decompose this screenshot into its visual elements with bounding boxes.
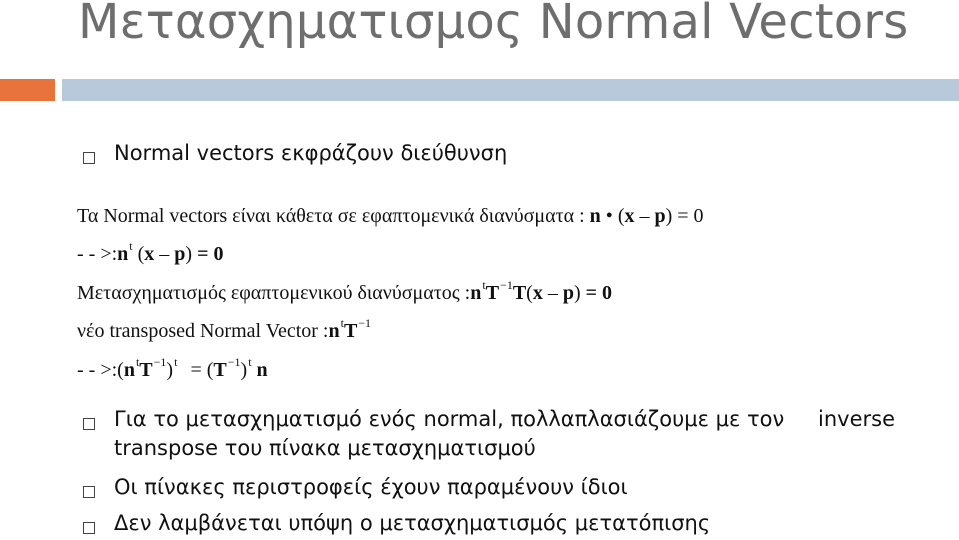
eq-n: n — [328, 320, 340, 342]
eq-T: T — [343, 320, 358, 342]
bullet-inverse-word: inverse — [818, 407, 895, 431]
eq-n: n — [256, 359, 268, 381]
eq-arrow: - - >: — [77, 359, 118, 381]
eq-minus: – — [547, 282, 558, 304]
eq-n: n — [117, 243, 129, 265]
eq-close: ) — [166, 359, 174, 381]
eq-inverse: −1 — [500, 278, 513, 292]
eq-close: ) — [573, 282, 581, 304]
eq-open: ( — [117, 359, 124, 381]
eq-n: n — [470, 282, 482, 304]
bullet-normal-vectors: Normal vectors εκφράζουν διεύθυνση — [114, 141, 508, 165]
eq-transpose: t — [135, 355, 140, 369]
eq-minus: – — [639, 205, 650, 227]
eq-T: T — [512, 282, 527, 304]
eq-paren: ( — [617, 205, 625, 227]
eq-x: x — [144, 243, 155, 265]
eq-T: T — [139, 359, 153, 381]
eq-equals: = 0 — [197, 243, 224, 265]
equation-text: Τα Normal vectors είναι κάθετα σε εφαπτομενικά διανύσματα : — [77, 205, 585, 227]
eq-paren: ( — [526, 282, 533, 304]
eq-T: T — [213, 359, 227, 381]
bullet-inverse-transpose-cont: transpose του πίνακα μετασχηματισμού — [114, 436, 536, 460]
bullet-inverse-transpose: Για το μετασχηματισμό ενός normal, πολλαπλασιάζουμε με τον — [114, 407, 785, 431]
slide-title: Μετασχηματισμος Normal Vectors — [78, 0, 909, 50]
eq-paren: ( — [137, 243, 145, 265]
bullet-checkbox-icon — [83, 522, 95, 534]
equation-line-1 — [77, 205, 704, 228]
eq-close: ) = 0 — [665, 205, 704, 227]
eq-inverse: −1 — [358, 316, 372, 330]
bullet-rotation-matrices: Οι πίνακες περιστροφείς έχουν παραμένουν ίδιοι — [114, 475, 628, 499]
eq-transpose: t — [129, 239, 133, 253]
eq-n: n — [123, 359, 135, 381]
eq-transpose: t — [248, 355, 252, 369]
eq-x: x — [624, 205, 635, 227]
eq-T: T — [485, 282, 500, 304]
eq-dot: • — [605, 205, 613, 227]
equation-text: νέο transposed Normal Vector : — [77, 320, 329, 342]
title-underline-bar — [62, 79, 959, 101]
eq-arrow: - - >: — [77, 243, 118, 265]
equation-line-2 — [77, 239, 224, 266]
eq-transpose: t — [340, 316, 344, 330]
equation-line-5 — [77, 355, 268, 382]
eq-p: p — [654, 205, 666, 227]
eq-n: n — [589, 205, 601, 227]
bullet-checkbox-icon — [83, 486, 95, 498]
equation-text: Μετασχηματισμός εφαπτομενικού διανύσματος : — [77, 282, 471, 304]
equation-line-3 — [77, 278, 613, 305]
title-accent-bar — [0, 79, 55, 101]
bullet-translation: Δεν λαμβάνεται υπόψη ο μετασχηματισμός μετατόπισης — [114, 511, 711, 535]
eq-p: p — [174, 243, 186, 265]
eq-close: ) — [185, 243, 193, 265]
eq-minus: – — [159, 243, 170, 265]
eq-equals: = ( — [190, 359, 214, 381]
eq-inverse: −1 — [227, 355, 241, 369]
equation-line-4 — [77, 316, 372, 343]
eq-inverse: −1 — [153, 355, 167, 369]
eq-close: ) — [240, 359, 248, 381]
eq-p: p — [562, 282, 574, 304]
eq-equals: = 0 — [585, 282, 613, 304]
eq-transpose: t — [482, 278, 486, 292]
eq-x: x — [532, 282, 543, 304]
bullet-checkbox-icon — [83, 418, 95, 430]
bullet-checkbox-icon — [83, 152, 95, 164]
eq-transpose: t — [174, 355, 178, 369]
